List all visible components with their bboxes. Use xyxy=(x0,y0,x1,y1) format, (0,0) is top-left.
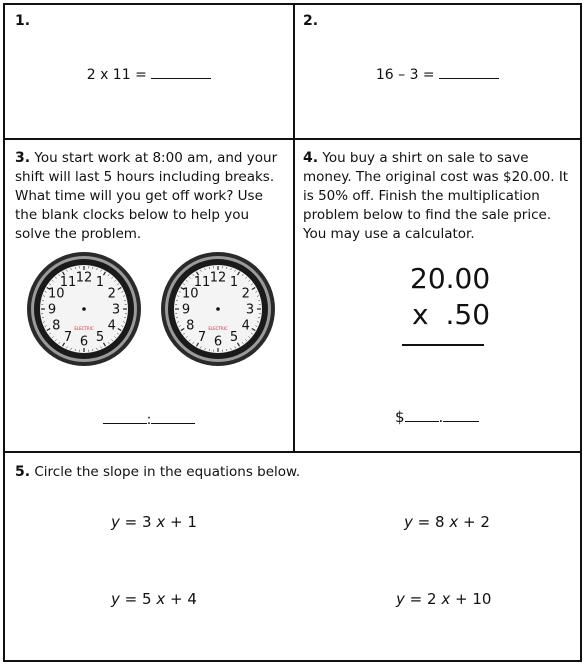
problem-4-box xyxy=(293,138,582,453)
y-variable: y xyxy=(111,590,120,608)
clock-number: 8 xyxy=(52,318,61,334)
clock-number: 8 xyxy=(186,318,195,334)
clock-number: 7 xyxy=(197,330,207,346)
clock-number: 6 xyxy=(79,334,89,350)
equation-1[interactable] xyxy=(111,513,197,531)
equals-sign: = xyxy=(124,590,138,608)
problem-5-box xyxy=(3,451,582,662)
clock-brand: ELECTRIC xyxy=(74,326,94,331)
hours-blank[interactable] xyxy=(103,423,147,424)
time-separator: : xyxy=(146,412,152,428)
problem-2-expression xyxy=(295,67,580,83)
decimal-point: . xyxy=(438,408,444,426)
y-variable: y xyxy=(404,513,413,531)
clock-number: 7 xyxy=(63,330,73,346)
intercept: 1 xyxy=(187,513,197,531)
answer-blank[interactable] xyxy=(151,78,211,79)
x-variable: x xyxy=(441,590,451,608)
clock-right-icon xyxy=(159,250,277,368)
x-variable: x xyxy=(156,513,166,531)
x-variable: x xyxy=(449,513,459,531)
problem-number: 4. xyxy=(303,150,319,166)
clock-number: 1 xyxy=(95,274,105,290)
clock-number: 2 xyxy=(107,286,116,302)
problem-1-box xyxy=(3,3,295,140)
plus-sign: + xyxy=(463,513,476,531)
question-text: You buy a shirt on sale to save money. The original cost was $20.00. It is 50% off. Finish the multiplication problem below to find the sale price. You may use a calculator. xyxy=(303,150,569,242)
slope[interactable]: 5 xyxy=(142,590,152,608)
problem-1-expression xyxy=(5,67,293,83)
problem-5-question xyxy=(15,463,300,482)
slope[interactable]: 2 xyxy=(427,590,437,608)
problem-4-question xyxy=(303,149,575,244)
price-answer xyxy=(395,408,479,426)
clock-number: 1 xyxy=(229,274,239,290)
minutes-blank[interactable] xyxy=(151,423,195,424)
intercept: 10 xyxy=(472,590,492,608)
y-variable: y xyxy=(111,513,120,531)
top-number: 20.00 xyxy=(410,262,491,295)
clock-brand: ELECTRIC xyxy=(208,326,228,331)
equation-3[interactable] xyxy=(111,590,197,608)
question-text: You start work at 8:00 am, and your shift will last 5 hours including breaks. What time will you get off work? Use the blank clocks below to help you solve the problem. xyxy=(15,150,278,242)
clock-number: 3 xyxy=(245,302,255,318)
intercept: 2 xyxy=(480,513,490,531)
expression-text: 2 x 11 = xyxy=(86,67,147,83)
equals-sign: = xyxy=(417,513,431,531)
plus-sign: + xyxy=(170,590,183,608)
product-line xyxy=(402,344,484,346)
x-variable: x xyxy=(156,590,166,608)
problem-number: 1. xyxy=(15,13,31,29)
answer-blank[interactable] xyxy=(439,78,499,79)
clock-number: 4 xyxy=(241,318,250,334)
problem-number: 5. xyxy=(15,464,31,480)
problem-2-box xyxy=(293,3,582,140)
problem-3-question xyxy=(15,149,283,244)
cents-blank[interactable] xyxy=(443,421,479,422)
clock-number: 2 xyxy=(241,286,250,302)
problem-number: 3. xyxy=(15,150,31,166)
slope[interactable]: 8 xyxy=(435,513,445,531)
bottom-number: .50 xyxy=(445,298,491,331)
equals-sign: = xyxy=(409,590,423,608)
intercept: 4 xyxy=(187,590,197,608)
question-text: Circle the slope in the equations below. xyxy=(34,464,301,480)
clock-number: 5 xyxy=(229,330,239,346)
clock-number: 3 xyxy=(111,302,121,318)
clock-left-icon xyxy=(25,250,143,368)
clock-number: 11 xyxy=(59,274,77,290)
clock-number: 5 xyxy=(95,330,105,346)
plus-sign: + xyxy=(170,513,183,531)
dollars-blank[interactable] xyxy=(405,421,439,422)
equation-4[interactable] xyxy=(396,590,491,608)
clock-number: 10 xyxy=(48,286,65,302)
clock-number: 10 xyxy=(182,286,199,302)
clock-number: 9 xyxy=(181,302,191,318)
operator: x xyxy=(412,298,429,331)
time-answer xyxy=(5,412,293,428)
clock-number: 12 xyxy=(209,270,227,286)
problem-number: 2. xyxy=(303,13,319,29)
clock-number: 12 xyxy=(75,270,93,286)
expression-text: 16 – 3 = xyxy=(375,67,435,83)
equation-2[interactable] xyxy=(404,513,490,531)
equals-sign: = xyxy=(124,513,138,531)
y-variable: y xyxy=(396,590,405,608)
plus-sign: + xyxy=(455,590,468,608)
problem-3-box xyxy=(3,138,295,453)
clock-number: 4 xyxy=(107,318,116,334)
clock-number: 6 xyxy=(213,334,223,350)
slope[interactable]: 3 xyxy=(142,513,152,531)
multiplication-row xyxy=(412,298,490,331)
clock-number: 9 xyxy=(47,302,57,318)
clock-number: 11 xyxy=(193,274,211,290)
dollar-sign: $ xyxy=(395,408,405,426)
